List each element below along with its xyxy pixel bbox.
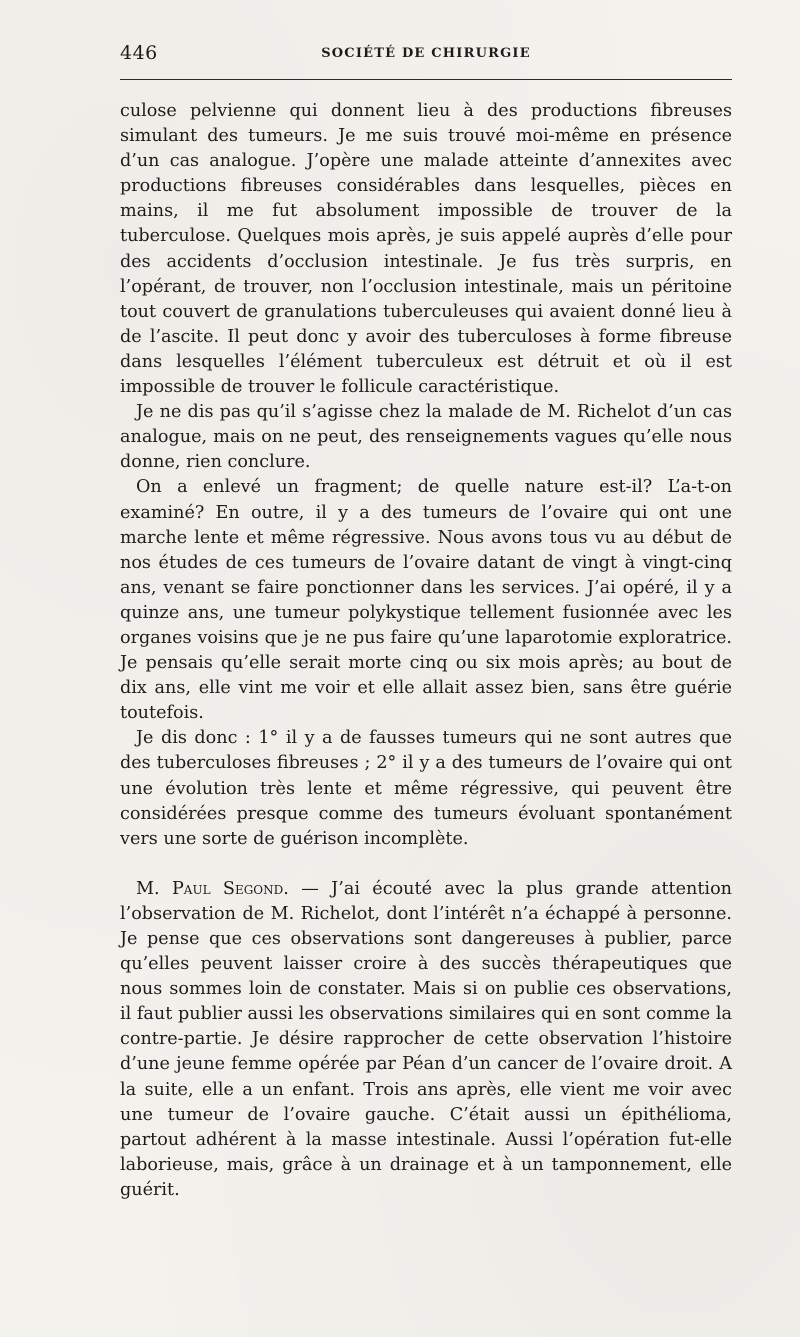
body-text xyxy=(120,99,732,1203)
page-header xyxy=(120,42,732,70)
paragraph-1: culose pelvienne qui donnent lieu à des productions fibreuses simulant des tumeurs. Je me suis trouvé moi-même en présence d’un cas analogue. J’opère une malade atteinte d’annexites avec productions fibreuses considérables dans lesquelles, pièces en mains, il me fut absolument impossible de trouver de la tuberculose. Quelques mois après, je suis appelé auprès d’elle pour des accidents d’occlusion intestinale. Je fus très surpris, en l’opérant, de trouver, non l’occlusion intestinale, mais un péritoine tout couvert de granulations tuberculeuses qui avaient donné lieu à de l’ascite. Il peut donc y avoir des tuberculoses à forme fibreuse dans lesquelles l’élément tuberculeux est détruit et où il est impossible de trouver le follicule caractéristique. xyxy=(120,101,732,398)
header-rule xyxy=(120,79,732,80)
page-number: 446 xyxy=(120,42,158,64)
running-head: SOCIÉTÉ DE CHIRURGIE xyxy=(321,46,531,61)
paragraph-3: On a enlevé un fragment; de quelle nature est-il? L’a-t-on examiné? En outre, il y a des tumeurs de l’ovaire qui ont une marche lente et même régressive. Nous avons tous vu au début de nos études de ces tumeurs de l’ovaire datant de vingt à vingt-cinq ans, venant se faire ponctionner dans les services. J’ai opéré, il y a quinze ans, une tumeur polykystique tellement fusionnée avec les organes voisins que je ne pus faire qu’une laparotomie exploratrice. Je pensais qu’elle serait morte cinq ou six mois après; au bout de dix ans, elle vint me voir et elle allait assez bien, sans être guérie toutefois. xyxy=(120,477,732,724)
speaker-name: M. Paul Segond. xyxy=(136,878,289,899)
paragraph-4: Je dis donc : 1° il y a de fausses tumeurs qui ne sont autres que des tuberculoses fibreuses ; 2° il y a des tumeurs de l’ovaire qui ont une évolution très lente et même régressive, qui peuvent être considérées presque comme des tumeurs évoluant spontanément vers une sorte de guérison incomplète. xyxy=(120,728,732,849)
paragraph-2: Je ne dis pas qu’il s’agisse chez la malade de M. Richelot d’un cas analogue, mais on ne peut, des renseignements vagues qu’elle nous donne, rien conclure. xyxy=(120,402,732,473)
speaker-text: — J’ai écouté avec la plus grande attention l’observation de M. Richelot, dont l’intérêt n’a échappé à personne. Je pense que ces observations sont dangereuses à publier, parce qu’elles peuvent laisser croire à des succès thérapeutiques que nous sommes loin de constater. Mais si on publie ces observations, il faut publier aussi les observations similaires qui en sont comme la contre-partie. Je désire rapprocher de cette observation l’histoire d’une jeune femme opérée par Péan d’un cancer de l’ovaire droit. A la suite, elle a un enfant. Trois ans après, elle vient me voir avec une tumeur de l’ovaire gauche. C’était aussi un épithélioma, partout adhérent à la masse intestinale. Aussi l’opération fut-elle laborieuse, mais, grâce à un drainage et à un tamponnement, elle guérit. xyxy=(120,878,732,1200)
paragraph-5 xyxy=(120,877,732,1203)
